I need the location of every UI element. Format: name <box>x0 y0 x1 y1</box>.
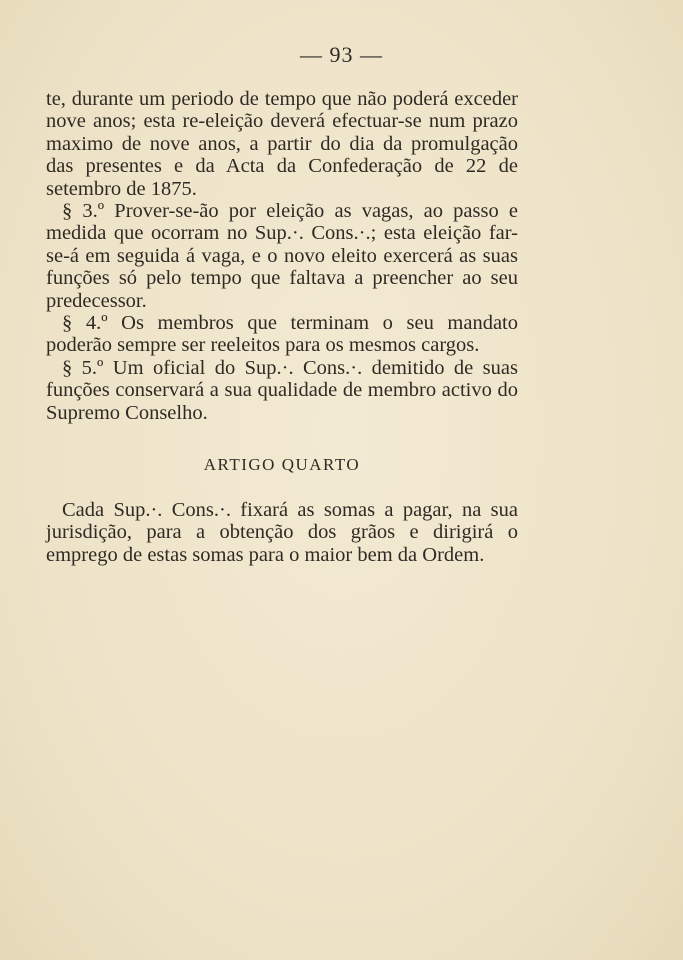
paragraph-continuation: te, durante um periodo de tempo que não poderá exceder nove anos; esta re-eleição deverá efectuar-se num prazo maximo de nove anos, a partir do dia da promulgação das presentes e da Acta da Confederação de 22 de setembro de 1875. <box>46 88 518 200</box>
article-paragraph: Cada Sup.·. Cons.·. fixará as somas a pagar, na sua jurisdição, para a obtenção dos grãos e dirigirá o emprego de estas somas para o maior bem da Ordem. <box>46 498 518 567</box>
paragraph-section-3: § 3.º Prover-se-ão por eleição as vagas, ao passo e medida que ocorram no Sup.·. Cons.·.; esta eleição far-se-á em seguida á vaga, e o novo eleito exercerá as suas funções só pelo tempo que faltava a preencher ao seu predecessor. <box>46 200 518 312</box>
paragraph-section-5: § 5.º Um oficial do Sup.·. Cons.·. demitido de suas funções conservará a sua qualidade de membro activo do Supremo Conselho. <box>46 356 518 424</box>
paragraph-section-4: § 4.º Os membros que terminam o seu mandato poderão sempre ser reeleitos para os mesmos cargos. <box>46 312 518 357</box>
page-body <box>46 88 518 567</box>
article-heading: ARTIGO QUARTO <box>203 455 361 475</box>
page-number: — 93 — <box>300 42 383 67</box>
